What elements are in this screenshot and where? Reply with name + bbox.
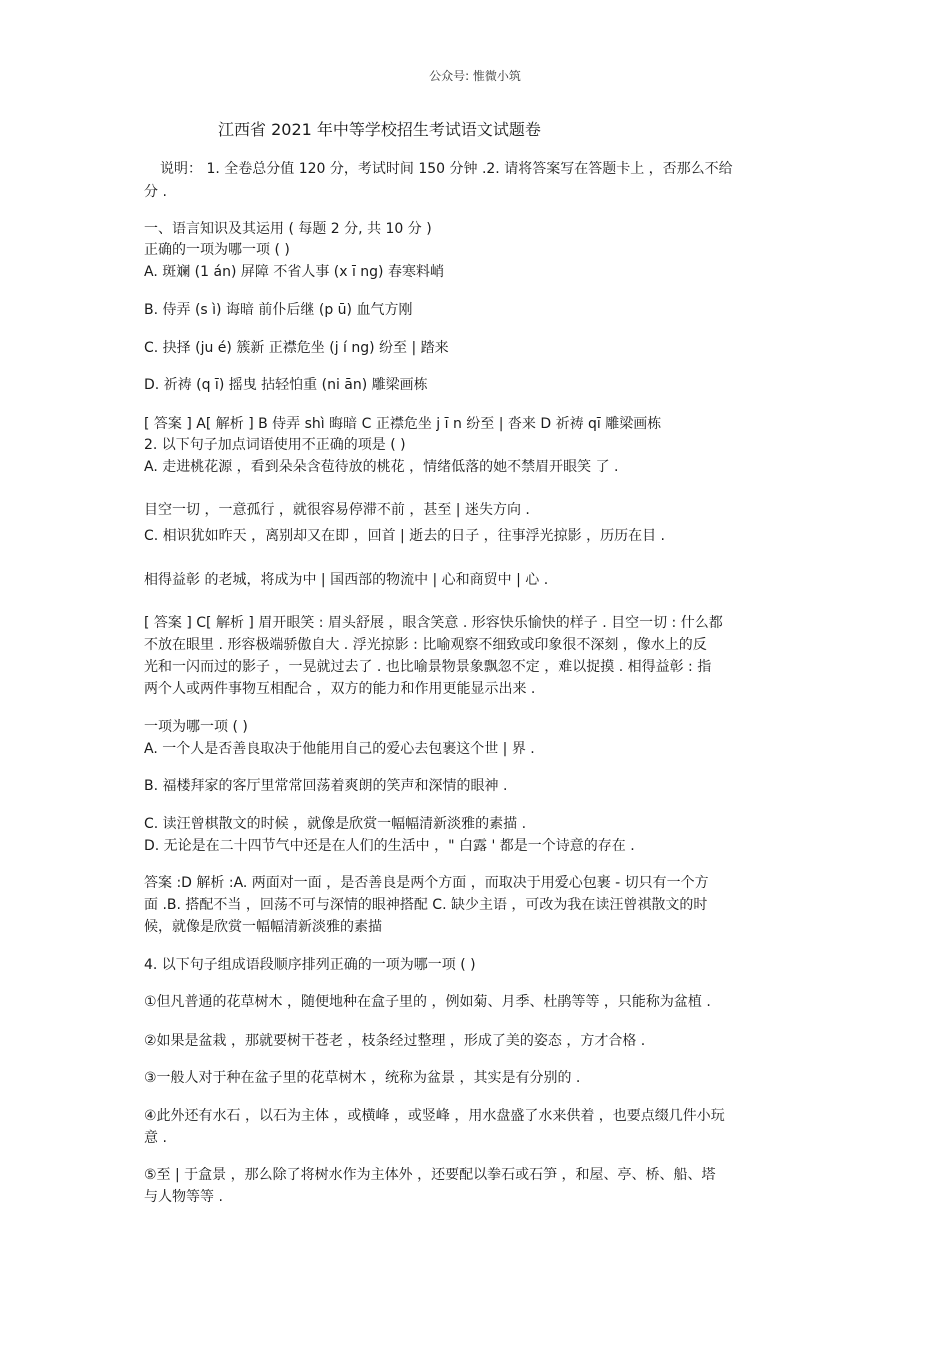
question-1-answer: [ 答案 ] A[ 解析 ] B 侍弄 shì 晦暗 C 正襟危坐 j ī n 纷至 | 沓来 D 祈祷 qī 雕梁画栋 <box>144 416 662 432</box>
question-2-option-d-line: 相得益彰 的老城，将成为中 | 国西部的物流中 | 心和商贸中 | 心 . <box>144 572 549 588</box>
question-2-answer-line-2: 不放在眼里 . 形容极端骄傲自大 . 浮光掠影 : 比喻观察不细致或印象很不深刻 ，像水上的反 <box>144 637 707 653</box>
question-1-stem: 正确的一项为哪一项 ( ) <box>144 242 290 258</box>
question-4-sentence-5-line-1: ⑤至 | 于盒景 ，那么除了将树水作为主体外 ，还要配以拳石或石笋 ，和屋、亭、桥、船、塔 <box>144 1167 716 1183</box>
question-2-answer-line-4: 两个人或两件事物互相配合 ，双方的能力和作用更能显示出来 . <box>144 681 536 697</box>
question-1-option-c: C. 抉择 (ju é) 簇新 正襟危坐 (j í ng) 纷至 | 踏来 <box>144 340 449 356</box>
question-3-answer-line-3: 候，就像是欣赏一幅幅清新淡雅的素描 <box>144 919 382 935</box>
question-2-answer-line-1: [ 答案 ] C[ 解析 ] 眉开眼笑 : 眉头舒展 ，眼含笑意 . 形容快乐愉快的样子 . 目空一切 : 什么都 <box>144 615 723 631</box>
question-4-sentence-1: ①但凡普通的花草树木 ，随便地种在盒子里的 ，例如菊、月季、杜鹃等等 ，只能称为盆植 . <box>144 994 711 1010</box>
question-3-option-c: C. 读汪曾棋散文的时候 ，就像是欣赏一幅幅清新淡雅的素描 . <box>144 816 527 832</box>
section-heading: 一、语言知识及其运用 ( 每题 2 分, 共 10 分 ) <box>144 221 432 237</box>
question-1-option-a: A. 斑斓 (1 án) 屏障 不省人事 (x ī ng) 春寒料峭 <box>144 264 444 280</box>
instructions-line-1: 说明： 1. 全卷总分值 120 分，考试时间 150 分钟 .2. 请将答案写在答题卡上 ，否那么不给 <box>160 161 733 177</box>
question-2-stem: 2. 以下句子加点词语使用不正确的项是 ( ) <box>144 437 406 453</box>
page-title: 江西省 2021 年中等学校招生考试语文试题卷 <box>218 120 541 139</box>
question-3-option-b: B. 福楼拜家的客厅里常常回荡着爽朗的笑声和深情的眼神 . <box>144 778 508 794</box>
page-header: 公众号: 惟微小筑 <box>429 69 521 83</box>
instructions-line-2: 分 . <box>144 184 167 200</box>
question-3-stem: 一项为哪一项 ( ) <box>144 719 248 735</box>
question-4-sentence-4-line-2: 意 . <box>144 1130 167 1146</box>
question-4-sentence-4-line-1: ④此外还有水石 ，以石为主体 ，或横峰 ，或竖峰 ，用水盘盛了水来供着 ，也要点缀几件小玩 <box>144 1108 725 1124</box>
question-3-answer-line-1: 答案 :D 解析 :A. 两面对一面 ，是否善良是两个方面 ，而取决于用爱心包裹 - 切只有一个方 <box>144 875 709 891</box>
question-1-option-b: B. 侍弄 (s ì) 诲暗 前仆后继 (p ū) 血气方刚 <box>144 302 413 318</box>
question-3-option-a: A. 一个人是否善良取决于他能用自己的爱心去包裹这个世 | 界 . <box>144 741 535 757</box>
question-1-option-d: D. 祈祷 (q ī) 摇曳 拈轻怕重 (ni ān) 雕梁画栋 <box>144 377 428 393</box>
question-3-option-d: D. 无论是在二十四节气中还是在人们的生活中 ，" 白露 ' 都是一个诗意的存在 . <box>144 838 635 854</box>
question-2-option-a: A. 走进桃花源 ，看到朵朵含苞待放的桃花 ，情绪低落的她不禁眉开眼笑 了 . <box>144 459 619 475</box>
question-2-answer-line-3: 光和一闪而过的影子 ，一晃就过去了 . 也比喻景物景象飘忽不定 ，难以捉摸 . 相得益彰 : 指 <box>144 659 712 675</box>
question-2-option-c: C. 相识犹如昨天 ，离别却又在即 ，回首 | 逝去的日子 ，往事浮光掠影 ，历历在目 . <box>144 528 665 544</box>
question-2-option-b-line: 目空一切 ，一意孤行 ，就很容易停滞不前 ，甚至 | 迷失方向 . <box>144 502 530 518</box>
question-3-answer-line-2: 面 .B. 搭配不当 ，回荡不可与深情的眼神搭配 C. 缺少主语 ，可改为我在读汪曾祺散文的时 <box>144 897 708 913</box>
question-4-stem: 4. 以下句子组成语段顺序排列正确的一项为哪一项 ( ) <box>144 957 476 973</box>
question-4-sentence-3: ③一般人对于种在盆子里的花草树木 ，统称为盆景 ，其实是有分别的 . <box>144 1070 581 1086</box>
question-4-sentence-2: ②如果是盆栽 ，那就要树干苍老 ，枝条经过整理 ，形成了美的姿态 ，方才合格 . <box>144 1033 646 1049</box>
question-4-sentence-5-line-2: 与人物等等 . <box>144 1189 223 1205</box>
